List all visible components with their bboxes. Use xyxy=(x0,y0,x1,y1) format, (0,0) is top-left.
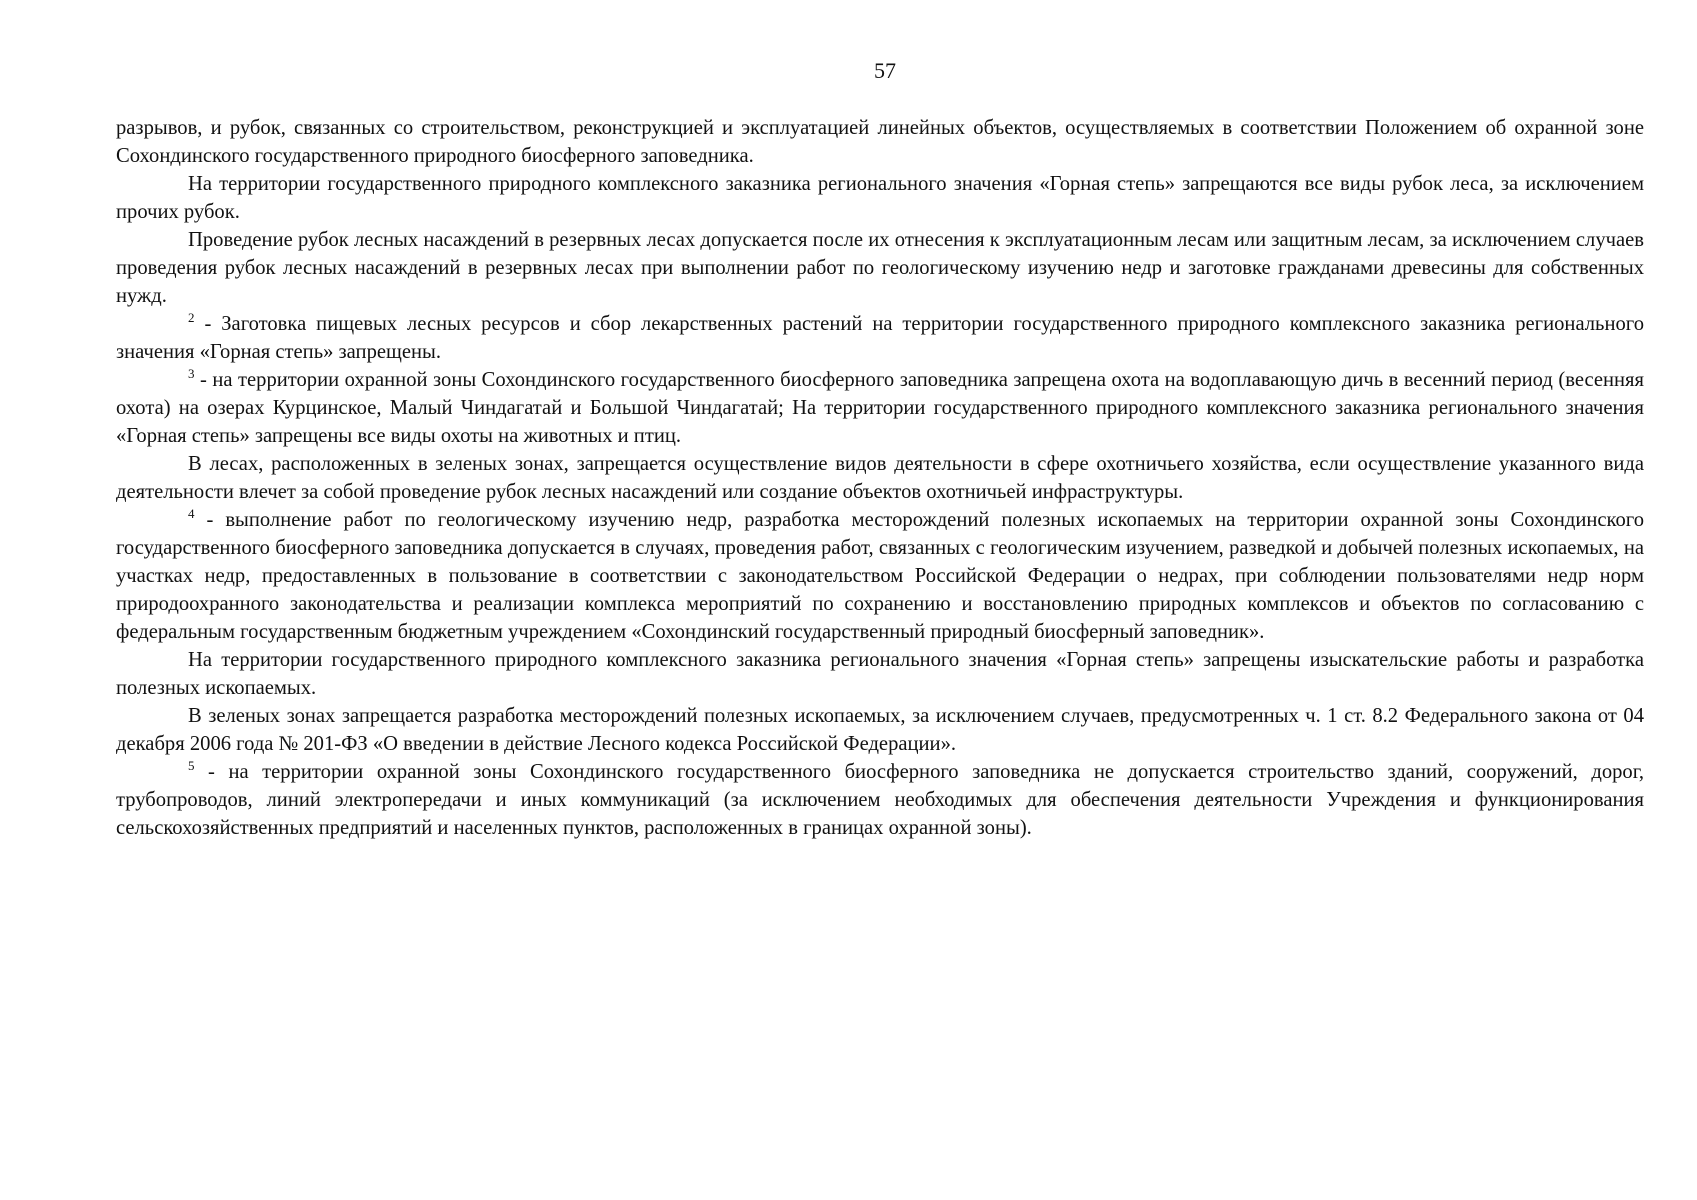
paragraph-text: В лесах, расположенных в зеленых зонах, запрещается осуществление видов деятельности в сфере охотничьего хозяйства, если осуществление указанного вида деятельности влечет за собой проведение рубок лесных насаждений или создание объектов охотничьей инфраструктуры. xyxy=(116,453,1644,503)
paragraph-text: На территории государственного природного комплексного заказника регионального значения «Горная степь» запрещены изыскательские работы и разработка полезных ископаемых. xyxy=(116,649,1644,699)
document-body xyxy=(116,114,1644,842)
paragraph-text: На территории государственного природного комплексного заказника регионального значения «Горная степь» запрещаются все виды рубок леса, за исключением прочих рубок. xyxy=(116,173,1644,223)
footnote-marker: 3 xyxy=(188,366,195,381)
paragraph-text: Проведение рубок лесных насаждений в резервных лесах допускается после их отнесения к эксплуатационным лесам или защитным лесам, за исключением случаев проведения рубок лесных насаждений в резервных лесах при выполнении работ по геологическому изучению недр и заготовке гражданами древесины для собственных нужд. xyxy=(116,229,1644,307)
paragraph-text: - Заготовка пищевых лесных ресурсов и сбор лекарственных растений на территории государственного природного комплексного заказника регионального значения «Горная степь» запрещены. xyxy=(116,313,1644,363)
paragraph-6 xyxy=(116,450,1644,506)
paragraph-text: - на территории охранной зоны Сохондинского государственного биосферного заповедника не допускается строительство зданий, сооружений, дорог, трубопроводов, линий электропередачи и иных коммуникаций (за исключением необходимых для обеспечения деятельности Учреждения и функционирования сельскохозяйственных предприятий и населенных пунктов, расположенных в границах охранной зоны). xyxy=(116,761,1644,839)
paragraph-text: разрывов, и рубок, связанных со строительством, реконструкцией и эксплуатацией линейных объектов, осуществляемых в соответствии Положением об охранной зоне Сохондинского государственного природного биосферного заповедника. xyxy=(116,117,1644,167)
footnote-5 xyxy=(116,758,1644,842)
paragraph-3 xyxy=(116,226,1644,310)
footnote-3 xyxy=(116,366,1644,450)
paragraph-text: - выполнение работ по геологическому изучению недр, разработка месторождений полезных ископаемых на территории охранной зоны Сохондинского государственного биосферного заповедника допускается в случаях, проведения работ, связанных с геологическим изучением, разведкой и добычей полезных ископаемых, на участках недр, предоставленных в пользование в соответствии с законодательством Российской Федерации о недрах, при соблюдении пользователями недр норм природоохранного законодательства и реализации комплекса мероприятий по сохранению и восстановлению природных комплексов и объектов по согласованию с федеральным государственным бюджетным учреждением «Сохондинский государственный природный биосферный заповедник». xyxy=(116,509,1644,643)
paragraph-8 xyxy=(116,646,1644,702)
paragraph-text: В зеленых зонах запрещается разработка месторождений полезных ископаемых, за исключением случаев, предусмотренных ч. 1 ст. 8.2 Федерального закона от 04 декабря 2006 года № 201-ФЗ «О введении в действие Лесного кодекса Российской Федерации». xyxy=(116,705,1644,755)
footnote-marker: 4 xyxy=(188,506,195,521)
paragraph-2 xyxy=(116,170,1644,226)
paragraph-text: - на территории охранной зоны Сохондинского государственного биосферного заповедника запрещена охота на водоплавающую дичь в весенний период (весенняя охота) на озерах Курцинское, Малый Чиндагатай и Большой Чиндагатай; На территории государственного природного комплексного заказника регионального значения «Горная степь» запрещены все виды охоты на животных и птиц. xyxy=(116,369,1644,447)
footnote-marker: 2 xyxy=(188,310,195,325)
page-number: 57 xyxy=(874,58,896,83)
footnote-marker: 5 xyxy=(188,758,195,773)
paragraph-1 xyxy=(116,114,1644,170)
footnote-4 xyxy=(116,506,1644,646)
footnote-2 xyxy=(116,310,1644,366)
paragraph-9 xyxy=(116,702,1644,758)
